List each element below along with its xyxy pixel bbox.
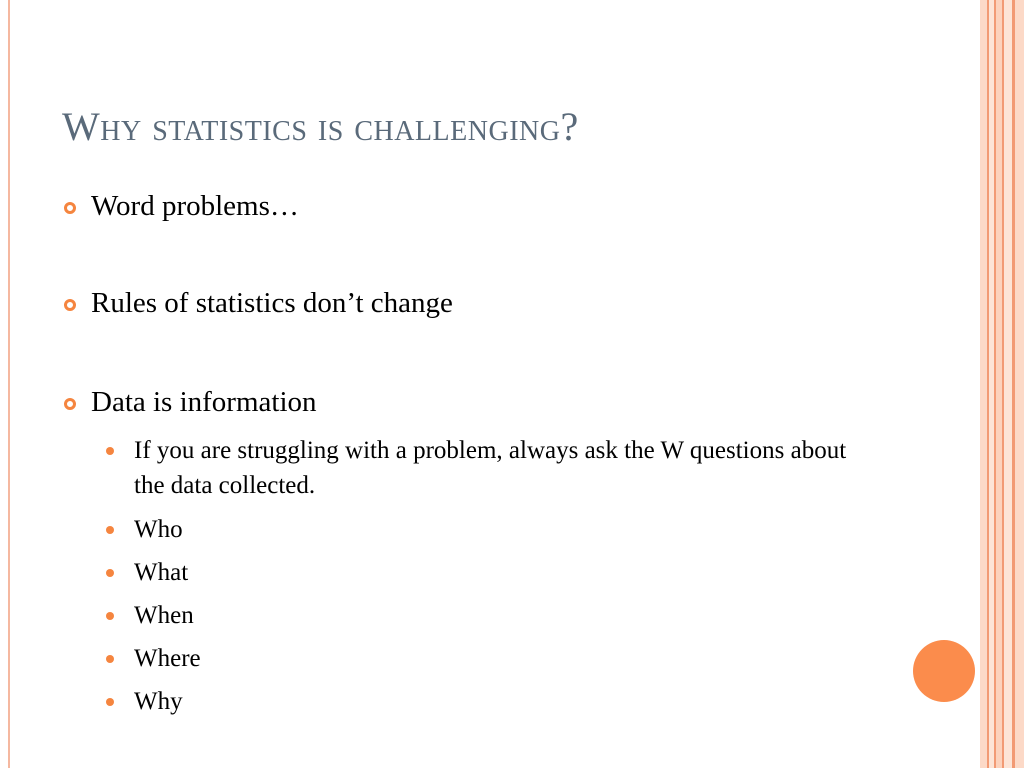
dot-bullet-icon: [106, 447, 114, 455]
bullet-text: Data is information: [91, 386, 317, 418]
bullet-text: Word problems…: [91, 190, 299, 222]
sub-bullet-text: Why: [134, 688, 183, 715]
slide-title: Why statistics is challenging?: [62, 104, 579, 149]
bullet-item: [64, 386, 317, 419]
dot-bullet-icon: [106, 569, 114, 577]
sub-bullet-item: [106, 433, 874, 503]
sub-bullet-item: [106, 555, 874, 590]
dot-bullet-icon: [106, 612, 114, 620]
left-border-line: [8, 0, 10, 768]
sub-bullet-text: Who: [134, 516, 183, 543]
dot-bullet-icon: [106, 655, 114, 663]
sub-bullet-text: If you are struggling with a problem, always ask the W questions about the data collected.: [134, 437, 847, 499]
right-decorative-bands: [980, 0, 1024, 768]
sub-bullet-item: [106, 598, 874, 633]
sub-bullet-item: [106, 684, 874, 719]
bullet-text: Rules of statistics don’t change: [91, 287, 453, 319]
dot-bullet-icon: [106, 698, 114, 706]
bullet-item: [64, 190, 299, 223]
dot-bullet-icon: [106, 526, 114, 534]
sub-bullet-item: [106, 512, 874, 547]
band: [980, 0, 987, 768]
sub-bullet-item: [106, 641, 874, 676]
sub-bullet-text: When: [134, 602, 194, 629]
sub-bullet-text: What: [134, 559, 189, 586]
band: [1004, 0, 1012, 768]
orange-circle-icon: [913, 640, 975, 702]
ring-bullet-icon: [64, 299, 76, 311]
band: [1015, 0, 1024, 768]
ring-bullet-icon: [64, 398, 76, 410]
ring-bullet-icon: [64, 202, 76, 214]
sub-bullet-text: Where: [134, 645, 201, 672]
bullet-item: [64, 287, 453, 320]
